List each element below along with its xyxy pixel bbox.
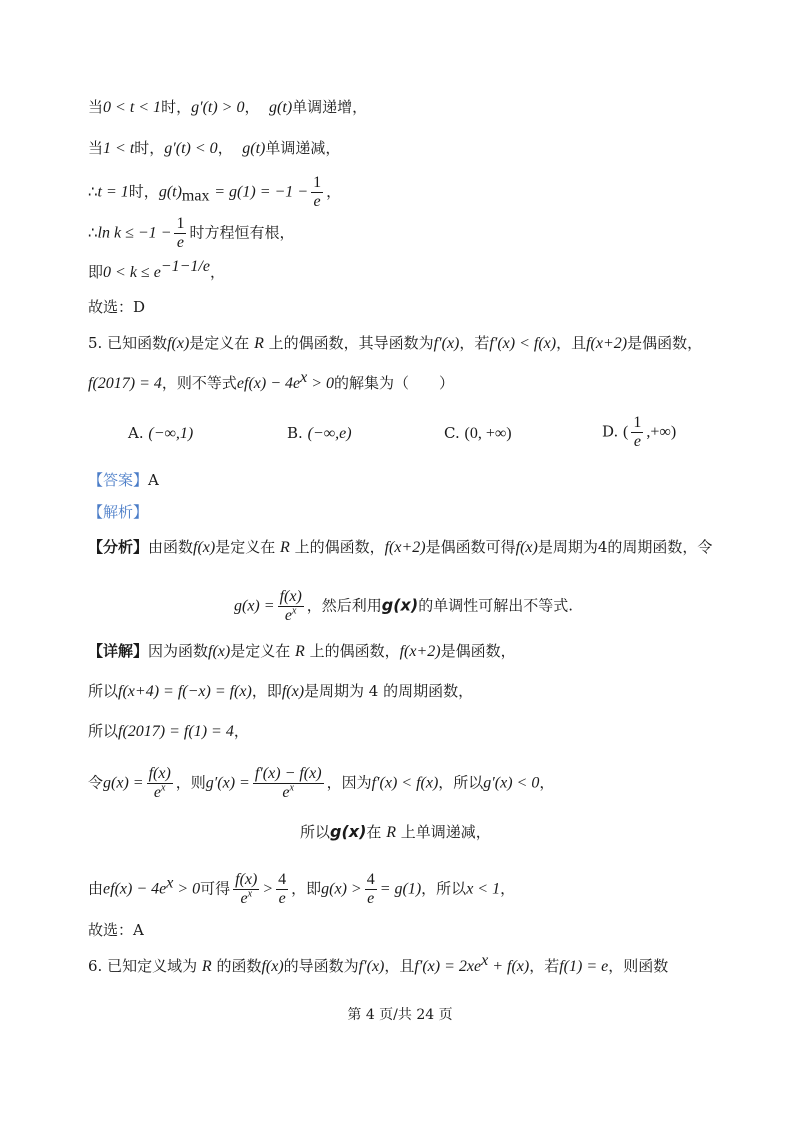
solution-line-5: 即$0 < k \le e^{-1-1/e}$，	[88, 258, 225, 281]
question-5-line-2: f(2017) = 4，则不等式$ef(x) - 4e^x > 0$的解集为（ ）	[88, 369, 455, 392]
solution-line-1: 当0 < t < 1时，g′(t) > 0， g(t)单调递增，	[88, 98, 368, 116]
fenxi-line-2: g(x) = $\frac{f(x)}{e^x}$ ，然后利用g(x)的单调性可解出不等式.	[234, 588, 573, 624]
analysis-line	[88, 502, 148, 522]
fraction: $\frac{1}{e}$	[633, 414, 642, 450]
fraction: $\frac{1}{e}$	[176, 215, 185, 251]
xiangjie-line-2: 所以f(x+4) = f(−x) = f(x)，即f(x)是周期为 4 的周期函数，	[88, 682, 474, 700]
fraction: $\frac{f(x)}{e^x}$	[235, 871, 258, 907]
page-footer: 第 4 页/共 24 页	[347, 1007, 453, 1023]
solution-line-3: ∴t = 1时，$g(t)_{max} = g(1) = -1$ − $\frac{1}{e}$ ，	[88, 174, 342, 210]
option-c: C. (0, +∞)	[444, 424, 512, 442]
answer-choice-line-2: 故选：A	[88, 921, 144, 939]
question-6-line-1: 6. 已知定义域为 R 的函数f(x)的导函数为f′(x)，且$f'(x) = 2xe^x + f(x)$，若f(1) = e，则函数	[88, 952, 669, 975]
fraction: $\frac{f'(x) - f(x)}{e^x}$	[254, 765, 322, 801]
fraction: $\frac{f(x)}{e^x}$	[279, 588, 302, 624]
fraction: $\frac{4}{e}$	[278, 871, 287, 907]
xiangjie-line-6: 由$ef(x) - 4e^x > 0$可得 $\frac{f(x)}{e^x}$ > $\frac{4}{e}$ ，即g(x) > $\frac{4}{e}$ = g(1)，所以x < 1，	[88, 871, 516, 907]
option-b: B. (−∞,e)	[287, 424, 352, 442]
solution-line-4: ∴ln k ≤ −1 − $\frac{1}{e}$ 时方程恒有根，	[88, 215, 295, 251]
answer-tag: 【答案】	[88, 471, 149, 489]
xiangjie-line-5: 所以g(x)在 R 上单调递减，	[300, 822, 491, 841]
option-d: D. ( $\frac{1}{e}$ ,+∞)	[602, 414, 677, 450]
fraction: $\frac{1}{e}$	[313, 174, 322, 210]
xiangjie-line-1: 【详解】因为函数f(x)是定义在 R 上的偶函数，f(x+2)是偶函数，	[88, 642, 516, 660]
solution-line-2: 当1 < t时，g′(t) < 0， g(t)单调递减，	[88, 139, 341, 157]
fenxi-line-1: 【分析】由函数f(x)是定义在 R 上的偶函数，f(x+2)是偶函数可得f(x)是周期为4的周期函数，令	[88, 538, 713, 556]
question-5-line-1: 5. 已知函数f(x)是定义在 R 上的偶函数，其导函数为f′(x)，若f′(x) < f(x)，且f(x+2)是偶函数，	[88, 334, 703, 352]
answer-line: 【答案】A	[88, 471, 159, 489]
xiangjie-line-3: 所以f(2017) = f(1) = 4，	[88, 722, 249, 740]
fraction: $\frac{f(x)}{e^x}$	[148, 765, 171, 801]
option-a: A. (−∞,1)	[128, 424, 194, 442]
xiangjie-line-4: 令g(x) = $\frac{f(x)}{e^x}$ ，则g′(x) = $\frac{f'(x) - f(x)}{e^x}$ ，因为f′(x) < f(x)，所以g′(x) < 0，	[88, 765, 555, 801]
answer-choice-line: 故选：D	[88, 298, 146, 316]
analysis-tag: 【解析】	[88, 503, 149, 521]
fraction: $\frac{4}{e}$	[366, 871, 375, 907]
